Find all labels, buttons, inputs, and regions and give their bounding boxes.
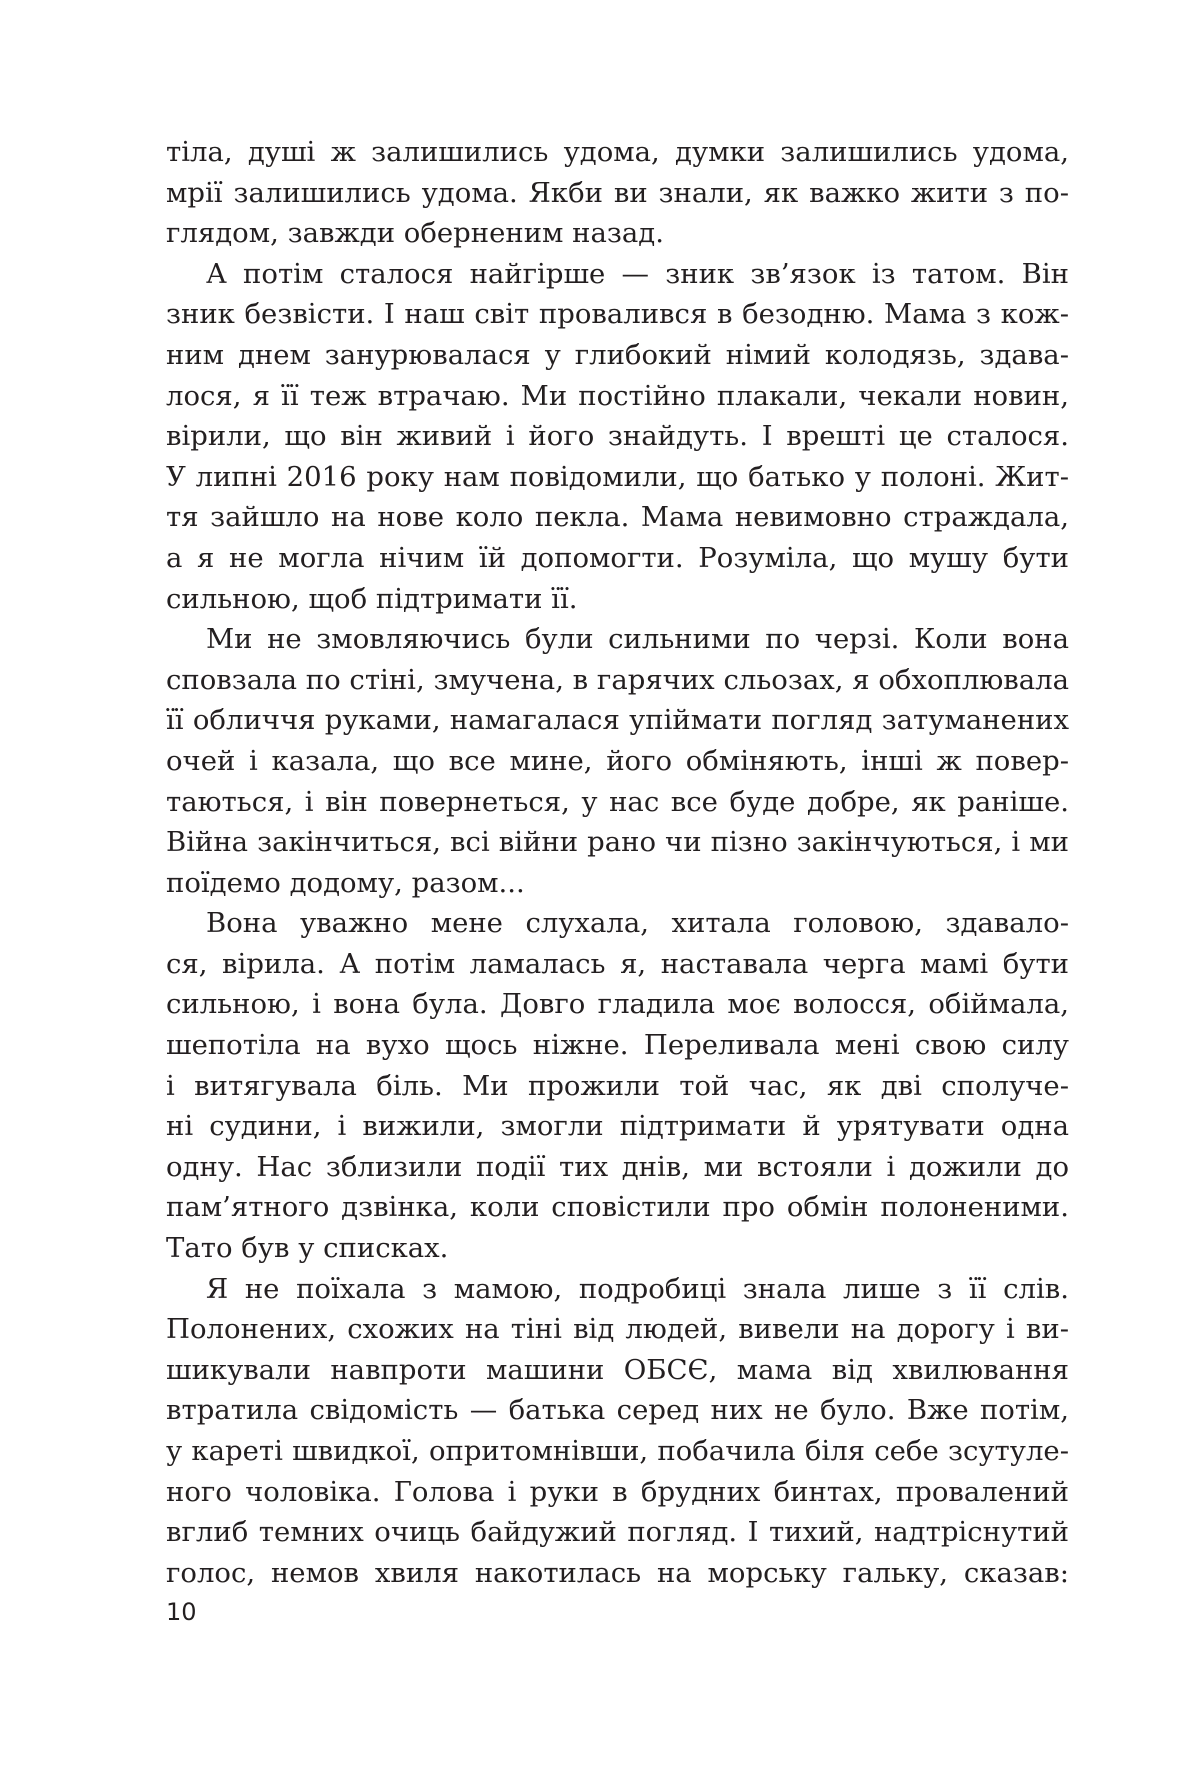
- text-line: А потім сталося найгірше — зник зв’язок із татом. Він: [206, 257, 1069, 290]
- text-line: ного чоловіка. Голова і руки в брудних бинтах, провалений: [166, 1475, 1069, 1508]
- text-line: втратила свідомість — батька серед них не було. Вже потім,: [166, 1394, 1069, 1427]
- text-line: очей і казала, що все мине, його обміняють, інші ж повер-: [166, 744, 1069, 777]
- text-line: шепотіла на вухо щось ніжне. Переливала мені свою силу: [166, 1029, 1069, 1062]
- text-line: голос, немов хвиля накотилась на морську гальку, сказав:: [166, 1556, 1069, 1589]
- text-line: Тато був у списках.: [166, 1232, 449, 1265]
- paragraph: [166, 132, 1069, 254]
- text-line: вірили, що він живий і його знайдуть. І врешті це сталося.: [166, 420, 1069, 453]
- text-line: тя зайшло на нове коло пекла. Мама невимовно страждала,: [166, 501, 1069, 534]
- text-line: і витягувала біль. Ми прожили той час, як дві сполуче-: [166, 1069, 1069, 1102]
- text-line: шикували навпроти машини ОБСЄ, мама від хвилювання: [166, 1353, 1069, 1386]
- text-line: мрії залишились удома. Якби ви знали, як важко жити з по-: [166, 176, 1069, 209]
- text-line: глядом, завжди оберненим назад.: [166, 217, 664, 250]
- text-line: пам’ятного дзвінка, коли сповістили про обмін полоненими.: [166, 1191, 1069, 1224]
- text-line: Я не поїхала з мамою, подробиці знала лише з її слів.: [206, 1272, 1069, 1305]
- page-number: 10: [166, 1598, 197, 1626]
- text-line: сповзала по стіні, змучена, в гарячих сльозах, я обхоплювала: [166, 663, 1069, 696]
- text-line: сильною, і вона була. Довго гладила моє волосся, обіймала,: [166, 988, 1069, 1021]
- text-line: її обличчя руками, намагалася упіймати погляд затуманених: [166, 704, 1069, 737]
- text-line: у кареті швидкої, опритомнівши, побачила біля себе зсутуле-: [166, 1435, 1069, 1467]
- text-line: ся, вірила. А потім ламалась я, наставала черга мамі бути: [166, 947, 1069, 980]
- paragraph: [166, 619, 1069, 903]
- text-line: Вона уважно мене слухала, хитала головою, здавало-: [206, 907, 1069, 940]
- text-line: ні судини, і вижили, змогли підтримати й урятувати одна: [166, 1110, 1069, 1143]
- paragraph: [166, 1269, 1069, 1594]
- paragraph: [166, 254, 1069, 619]
- text-line: тіла, душі ж залишились удома, думки залишились удома,: [166, 136, 1069, 168]
- text-line: ним днем занурювалася у глибокий німий колодязь, здава-: [166, 338, 1069, 371]
- text-line: лося, я її теж втрачаю. Ми постійно плакали, чекали новин,: [166, 379, 1069, 412]
- text-line: таються, і він повернеться, у нас все буде добре, як раніше.: [166, 785, 1069, 818]
- text-line: Війна закінчиться, всі війни рано чи пізно закінчуються, і ми: [166, 826, 1069, 859]
- text-line: Полонених, схожих на тіні від людей, вивели на дорогу і ви-: [166, 1313, 1069, 1346]
- paragraph: [166, 903, 1069, 1268]
- text-line: зник безвісти. І наш світ провалився в безодню. Мама з кож-: [166, 298, 1069, 331]
- text-line: сильною, щоб підтримати її.: [166, 582, 578, 615]
- text-line: а я не могла нічим їй допомогти. Розуміла, що мушу бути: [166, 541, 1069, 574]
- text-line: поїдемо додому, разом...: [166, 866, 525, 899]
- text-line: одну. Нас зблизили події тих днів, ми встояли і дожили до: [166, 1150, 1069, 1183]
- text-line: вглиб темних очиць байдужий погляд. І тихий, надтріснутий: [166, 1516, 1069, 1549]
- text-line: У липні 2016 року нам повідомили, що батько у полоні. Жит-: [166, 460, 1069, 493]
- body-text: [166, 132, 1069, 1593]
- text-line: Ми не змовляючись були сильними по черзі. Коли вона: [206, 623, 1069, 656]
